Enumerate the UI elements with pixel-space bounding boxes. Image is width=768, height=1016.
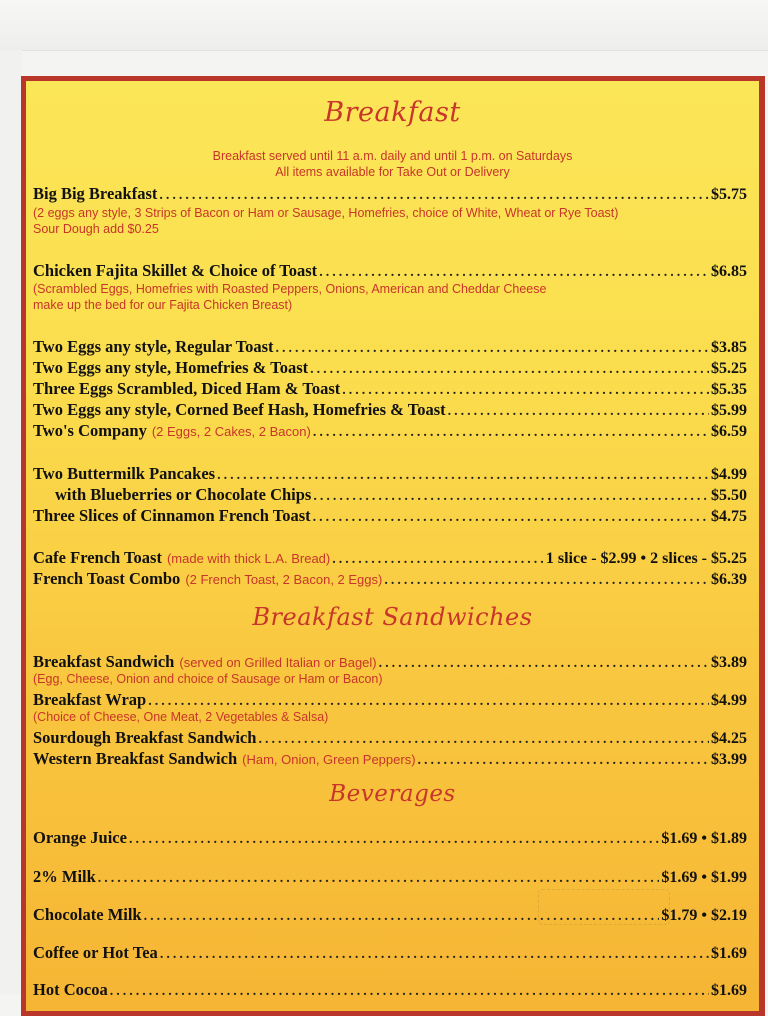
item-price: $5.35 xyxy=(711,381,747,398)
item-price: $5.25 xyxy=(711,360,747,377)
scanner-left-margin xyxy=(0,50,22,994)
item-price: $1.69 xyxy=(711,982,747,999)
item-description: (Scrambled Eggs, Homefries with Roasted Peppers, Onions, American and Cheddar Cheese xyxy=(33,282,547,296)
menu-item-orange-juice xyxy=(33,828,747,848)
item-description: (made with thick L.A. Bread) xyxy=(166,551,331,566)
item-price: $6.59 xyxy=(711,423,747,440)
menu-item-western-breakfast-sandwich xyxy=(33,749,747,769)
leader-dots xyxy=(310,362,709,378)
item-price: $1.79 • $2.19 xyxy=(661,907,747,924)
menu-item-breakfast-sandwich xyxy=(33,652,747,672)
item-price: $4.99 xyxy=(711,466,747,483)
menu-item-pancakes-blueberries-chips xyxy=(55,485,747,505)
menu-item-two-eggs-homefries-toast xyxy=(33,358,747,378)
item-name: Cafe French Toast xyxy=(33,548,162,567)
item-name: with Blueberries or Chocolate Chips xyxy=(55,485,312,504)
item-price: $1.69 xyxy=(711,945,747,962)
menu-item-sourdough-breakfast-sandwich xyxy=(33,728,747,748)
item-name: Coffee or Hot Tea xyxy=(33,943,158,962)
leader-dots xyxy=(98,871,660,887)
menu-item-french-toast-combo xyxy=(33,569,747,589)
menu-item-two-eggs-corned-beef-hash xyxy=(33,400,747,420)
leader-dots xyxy=(342,383,709,399)
menu-item-hot-cocoa xyxy=(33,980,747,1000)
item-name: Breakfast Wrap xyxy=(33,690,147,709)
menu-item-breakfast-wrap xyxy=(33,690,747,710)
section-title-breakfast: Breakfast xyxy=(324,97,461,128)
leader-dots xyxy=(313,425,709,441)
item-name: Three Slices of Cinnamon French Toast xyxy=(33,506,311,525)
menu-item-cinnamon-french-toast xyxy=(33,506,747,526)
leader-dots xyxy=(418,753,709,769)
item-name: Orange Juice xyxy=(33,828,127,847)
item-name: Sourdough Breakfast Sandwich xyxy=(33,728,257,747)
item-price: 1 slice - $2.99 • 2 slices - $5.25 xyxy=(545,550,747,567)
leader-dots xyxy=(448,404,709,420)
leader-dots xyxy=(332,552,544,568)
item-name: Two Eggs any style, Regular Toast xyxy=(33,337,274,356)
item-description: (served on Grilled Italian or Bagel) xyxy=(179,655,377,670)
item-price: $5.99 xyxy=(711,402,747,419)
leader-dots xyxy=(159,188,709,204)
item-options: (Egg, Cheese, Onion and choice of Sausage or Ham or Bacon) xyxy=(33,672,383,686)
item-description-cont: make up the bed for our Fajita Chicken Breast) xyxy=(33,298,293,312)
item-price: $4.99 xyxy=(711,692,747,709)
leader-dots xyxy=(384,573,709,589)
leader-dots xyxy=(217,468,709,484)
item-price: $5.75 xyxy=(711,186,747,203)
faint-watermark xyxy=(538,889,670,925)
item-addon: Sour Dough add $0.25 xyxy=(33,222,159,236)
leader-dots xyxy=(313,510,709,526)
item-price: $6.39 xyxy=(711,571,747,588)
menu-item-chicken-fajita-skillet xyxy=(33,261,747,281)
section-title-beverages: Beverages xyxy=(329,781,456,807)
menu-item-cafe-french-toast xyxy=(33,548,747,568)
item-price: $3.85 xyxy=(711,339,747,356)
leader-dots xyxy=(313,489,709,505)
item-price: $1.69 • $1.99 xyxy=(661,869,747,886)
menu-item-twos-company xyxy=(33,421,747,441)
item-name: Two Buttermilk Pancakes xyxy=(33,464,216,483)
menu-item-buttermilk-pancakes xyxy=(33,464,747,484)
item-description: (Ham, Onion, Green Peppers) xyxy=(242,752,416,767)
leader-dots xyxy=(129,832,659,848)
leader-dots xyxy=(110,984,709,1000)
leader-dots xyxy=(379,656,709,672)
scanner-top-margin xyxy=(0,0,768,51)
service-hours-note: Breakfast served until 11 a.m. daily and until 1 p.m. on Saturdays xyxy=(212,149,573,163)
leader-dots xyxy=(276,341,709,357)
item-price: $4.75 xyxy=(711,508,747,525)
menu-item-coffee-or-hot-tea xyxy=(33,943,747,963)
menu-item-2-percent-milk xyxy=(33,867,747,887)
item-description: (2 eggs any style, 3 Strips of Bacon or Ham or Sausage, Homefries, choice of White, Wheat or Rye Toast) xyxy=(33,206,619,220)
item-name: Two Eggs any style, Homefries & Toast xyxy=(33,358,309,377)
item-name: Hot Cocoa xyxy=(33,980,108,999)
item-price: $5.50 xyxy=(711,487,747,504)
item-name: Western Breakfast Sandwich xyxy=(33,749,238,768)
item-price: $1.69 • $1.89 xyxy=(661,830,747,847)
item-name: Two's Company xyxy=(33,421,147,440)
menu-item-two-eggs-regular-toast xyxy=(33,337,747,357)
item-description: (2 French Toast, 2 Bacon, 2 Eggs) xyxy=(185,572,383,587)
leader-dots xyxy=(319,265,709,281)
item-name: French Toast Combo xyxy=(33,569,181,588)
item-options: (Choice of Cheese, One Meat, 2 Vegetables & Salsa) xyxy=(33,710,329,724)
menu-item-three-eggs-scrambled xyxy=(33,379,747,399)
menu-item-big-big-breakfast xyxy=(33,184,747,204)
item-name: 2% Milk xyxy=(33,867,96,886)
menu-page xyxy=(21,76,765,1016)
item-name: Chicken Fajita Skillet & Choice of Toast xyxy=(33,261,318,280)
item-name: Big Big Breakfast xyxy=(33,184,158,203)
item-price: $3.89 xyxy=(711,654,747,671)
leader-dots xyxy=(148,694,709,710)
item-name: Breakfast Sandwich xyxy=(33,652,175,671)
leader-dots xyxy=(258,732,709,748)
item-name: Three Eggs Scrambled, Diced Ham & Toast xyxy=(33,379,341,398)
item-name: Chocolate Milk xyxy=(33,905,142,924)
item-price: $3.99 xyxy=(711,751,747,768)
takeout-note: All items available for Take Out or Delivery xyxy=(275,165,510,179)
item-description: (2 Eggs, 2 Cakes, 2 Bacon) xyxy=(151,424,311,439)
item-price: $6.85 xyxy=(711,263,747,280)
item-price: $4.25 xyxy=(711,730,747,747)
leader-dots xyxy=(160,947,709,963)
section-title-breakfast-sandwiches: Breakfast Sandwiches xyxy=(252,603,533,631)
item-name: Two Eggs any style, Corned Beef Hash, Homefries & Toast xyxy=(33,400,446,419)
